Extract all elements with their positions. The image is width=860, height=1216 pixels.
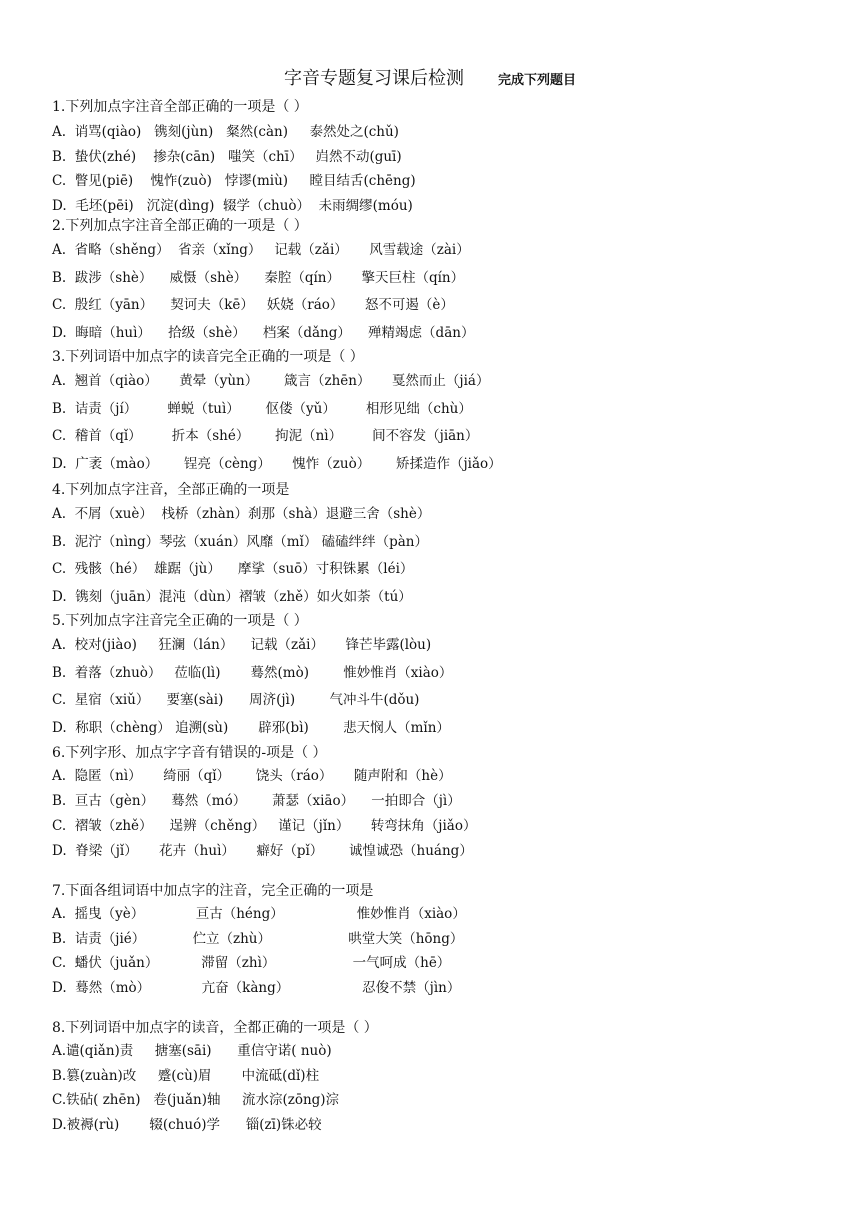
question-stem: 4.下列加点字注音，全部正确的一项是 [52,482,290,498]
option-a: A.谴(qiǎn)责 搪塞(sāi) 重信守诺( nuò) [52,1043,332,1059]
option-c: C. 稽首（qǐ） 折本（shé） 拘泥（nì） 间不容发（jiān） [52,428,479,444]
question-stem: 6.下列字形、加点字字音有错误的-项是（ ） [52,745,327,761]
question-stem: 3.下列词语中加点字的读音完全正确的一项是（ ） [52,349,364,365]
option-c: C. 瞥见(piē) 愧怍(zuò) 悖谬(miù) 瞠目结舌(chēng) [52,173,416,189]
option-a: A. 诮骂(qiào) 镌刻(jùn) 粲然(càn) 泰然处之(chǔ) [52,124,399,140]
option-c: C. 殷红（yān） 契诃夫（kē） 妖娆（ráo） 怒不可遏（è） [52,297,454,313]
option-b: B. 亘古（gèn） 蓦然（mó） 萧瑟（xiāo） 一拍即合（jì） [52,793,461,809]
option-d: D. 广袤（mào） 锃亮（cèng） 愧怍（zuò） 矫揉造作（jiǎo） [52,455,502,472]
option-a: A. 不屑（xuè） 栈桥（zhàn）刹那（shà）退避三舍（shè） [52,506,431,522]
question-5 [52,610,842,742]
question-stem: 5.下列加点字注音完全正确的一项是（ ） [52,613,308,629]
title-instruction: 完成下列题目 [497,73,576,88]
option-a: A. 翘首（qiào） 黄晕（yùn） 箴言（zhēn） 戛然而止（jiá） [52,373,490,389]
option-d: D.被褥(rù) 辍(chuó)学 锱(zī)铢必较 [52,1116,322,1133]
question-stem: 1.下列加点字注音全部正确的一项是（ ） [52,99,308,115]
document-title [0,64,860,90]
option-b: B. 着落（zhuò） 莅临(lì) 蓦然(mò) 惟妙惟肖（xiào） [52,664,453,681]
question-4 [52,479,842,611]
option-b: B. 泥泞（nìng）琴弦（xuán）风靡（mǐ） 磕磕绊绊（pàn） [52,533,428,550]
option-d: D. 晦暗（huì） 拾级（shè） 档案（dǎng） 殚精竭虑（dān） [52,324,475,341]
option-a: A. 摇曳（yè） 亘古（héng） 惟妙惟肖（xiào） [52,906,466,922]
option-c: C. 褶皱（zhě） 逞辨（chěng） 谨记（jǐn） 转弯抹角（jiǎo） [52,818,477,834]
option-c: C.铁砧( zhēn) 卷(juǎn)轴 流水淙(zōng)淙 [52,1092,340,1108]
question-stem: 8.下列词语中加点字的读音，全都正确的一项是（ ） [52,1020,378,1036]
option-b: B. 诘责（jié） 伫立（zhù） 哄堂大笑（hōng） [52,930,464,947]
option-d: D. 毛坯(pēi) 沉淀(dìng) 辍学（chuò） 未雨绸缪(móu) [52,197,413,214]
option-d: D. 称职（chèng） 追溯(sù) 辟邪(bì) 悲天悯人（mǐn） [52,719,450,736]
question-6 [52,742,842,864]
option-b: B.篡(zuàn)改 蹙(cù)眉 中流砥(dǐ)柱 [52,1067,320,1084]
option-d: D. 蓦然（mò） 亢奋（kàng） 忍俊不禁（jìn） [52,979,461,996]
option-d: D. 脊梁（jǐ） 花卉（huì） 癖好（pǐ） 诚惶诚恐（huáng） [52,843,473,859]
option-b: B. 诘责（jí） 蝉蜕（tuì） 伛偻（yǔ） 相形见绌（chù） [52,400,472,417]
option-d: D. 镌刻（juān）混沌（dùn）褶皱（zhě）如火如荼（tú） [52,588,412,605]
question-7 [52,880,842,1000]
option-a: A. 校对(jiào) 狂澜（lán） 记载（zǎi） 锋芒毕露(lòu) [52,637,432,653]
question-1 [52,96,842,218]
question-8 [52,1017,842,1137]
question-stem: 7.下面各组词语中加点字的注音，完全正确的一项是 [52,883,374,899]
option-c: C. 残骸（hé） 雄踞（jù） 摩挲（suō）寸积铢累（léi） [52,561,414,577]
question-stem: 2.下列加点字注音全部正确的一项是（ ） [52,218,308,234]
question-2 [52,215,842,347]
option-a: A. 隐匿（nì） 绮丽（qǐ） 饶头（ráo） 随声附和（hè） [52,768,452,784]
option-b: B. 跋涉（shè） 威慑（shè） 秦腔（qín） 擎天巨柱（qín） [52,269,465,286]
option-b: B. 蛰伏(zhé) 掺杂(cān) 嗤笑（chī） 岿然不动(guī) [52,148,402,165]
option-a: A. 省略（shěng） 省亲（xǐng） 记载（zǎi） 风雪载途（zài） [52,242,470,258]
option-c: C. 星宿（xiǔ） 要塞(sài) 周济(jì) 气冲斗牛(dǒu) [52,692,420,708]
question-3 [52,346,842,478]
option-c: C. 蟠伏（juǎn） 滞留（zhì） 一气呵成（hē） [52,955,451,971]
title-main: 字音专题复习课后检测 [283,68,464,89]
